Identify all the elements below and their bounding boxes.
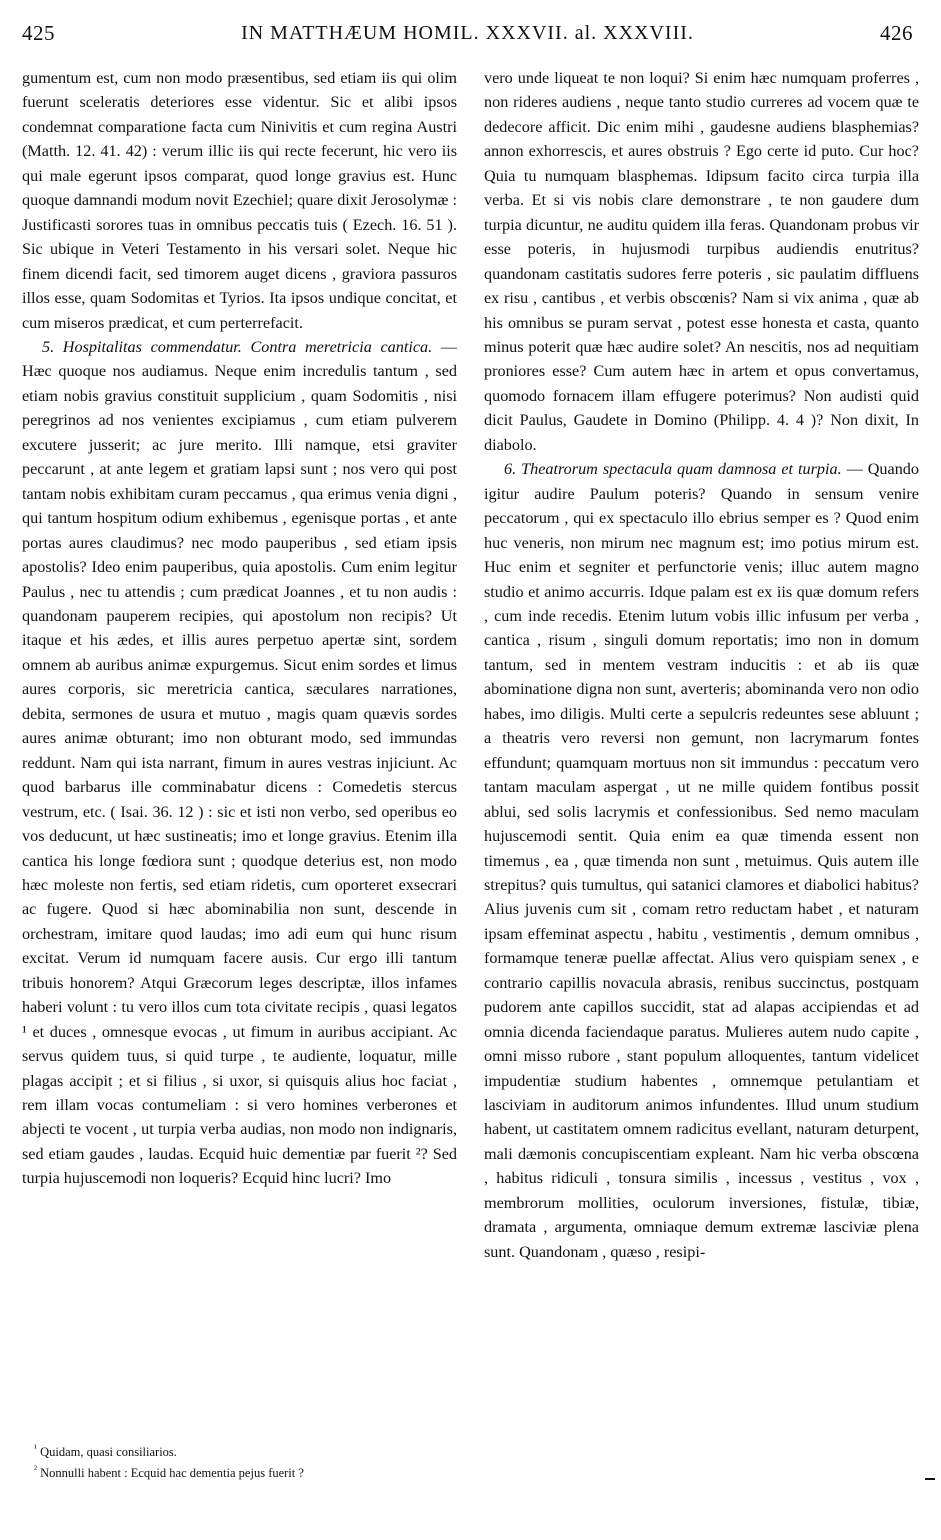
left-paragraph-1: gumentum est, cum non modo præsentibus, sed etiam iis qui olim fuerunt sceleratis deteriores esse videntur. Sic et alibi ipsos condemnat comparatione facta cum Ninivitis et cum regina Austri (Matth. 12. 41. 42) : verum illic iis qui recte fecerunt, hic vero iis qui male egerunt ipsos comparat, quod longe gravius est. Hunc quoque damnandi modum novit Ezechiel; quare dixit Jerosolymæ : Justificasti sorores tuas in omnibus peccatis tuis ( Ezech. 16. 51 ). Sic ubique in Veteri Testamento in his versari solet. Neque hic finem dicendi facit, sed timorem auget dicens , graviora passuros illos esse, quam Sodomitas et Tyrios. Ita ipsos undique concitat, et cum miseros prædicat, et cum perterrefacit. xyxy=(22,69,457,332)
section-6-heading: 6. Theatrorum spectacula quam damnosa et turpia. xyxy=(504,460,842,479)
margin-mark xyxy=(925,1478,935,1480)
right-paragraph-1: vero unde liqueat te non loqui? Si enim hæc numquam proferres , non rideres audiens , neque tanto studio curreres ad vocem quæ te dedecore afficit. Dic enim mihi , gaudesne audiens blasphemias? annon exhorrescis, et aures obstruis ? Ego certe id puto. Cur hoc? Quia tu numquam blasphemas. Idipsum facito circa turpia illa verba. Et si vis nobis clare demonstrare , te non gaudere dum turpia dicuntur, ne auditu quidem illa feras. Quandonam probus vir esse poteris, in hujusmodi turpibus audiendis enutritus? quandonam castitatis sudores ferre poteris , sic paulatim diffluens ex risu , cantibus , et verbis obscœnis? Nam si vix anima , quæ ab his omnibus se puram servat , potest esse honesta et casta, quanto minus poterit quæ hæc audire solet? An nescitis, nos ad nequitiam proniores esse? Cum autem hæc in artem et opus convertamus, quomodo fornacem illam effugere poterimus? Non audisti quid dicit Paulus, Gaudete in Domino (Philipp. 4. 4 )? Non dixit, In diabolo. xyxy=(484,69,919,454)
footnotes xyxy=(22,1440,457,1482)
footnote-2 xyxy=(22,1461,457,1482)
left-column xyxy=(22,66,457,1191)
right-column xyxy=(484,66,919,1264)
footnote-1-text: Quidam, quasi consiliarios. xyxy=(40,1445,177,1460)
footnote-2-mark: ² xyxy=(34,1464,37,1476)
right-paragraph-2 xyxy=(484,457,919,1264)
section-5-heading: 5. Hospitalitas commendatur. Contra meretricia cantica. xyxy=(42,337,433,356)
footnote-2-text: Nonnulli habent : Ecquid hac dementia pejus fuerit ? xyxy=(40,1466,304,1481)
section-5-text: — Hæc quoque nos audiamus. Neque enim incredulis tantum , sed etiam nobis gravius constituit supplicium , quam Sodomitis , nisi peregrinos ad nos venientes excipiamus , cum etiam pulverem excutere jusserit; ac jure merito. Illi namque, etsi graviter peccarunt , at ante legem et gratiam lapsi sunt ; nos vero qui post tantam nobis exhibitam curam peccamus , qua erimus venia digni , qui tantum hospitum odium exhibemus , egenisque portas , et ante portas aures claudimus? nec modo pauperibus , sed etiam ipsis apostolis? Ideo enim pauperibus, quia apostolis. Cum enim legitur Paulus , nec tu attendis ; cum prædicat Joannes , et tu non audis : quandonam pauperem recipies, qui apostolum non recipis? Ut itaque et his ædes, et illis aures perpetuo apertæ sint, sordem omnem ab auribus animæ expurgemus. Sicut enim sordes et limus aures corporis, sic meretricia cantica, sæculares narrationes, debita, sermones de usura et mutuo , magis quam quævis sordes aures animæ obturant; imo non obturant modo, sed immundas reddunt. Nam qui ista narrant, fimum in aures vestras injiciunt. Ac quod barbarus ille comminabatur dicens : Comedetis stercus vestrum, etc. ( Isai. 36. 12 ) : sic et isti non verbo, sed operibus eo vos deducunt, ut hæc sustineatis; imo et longe gravius. Etenim illa cantica his longe fœdiora sunt ; quodque deterius est, non modo hæc moleste non fertis, sed etiam ridetis, cum oporteret exsecrari ac fugere. Quod si hæc abominabilia non sunt, descende in orchestram, imitare quod laudas; imo adi eum qui hunc risum excitat. Verum id numquam facere ausis. Cur ergo illi tantum tribuis honorem? Atqui Græcorum leges descriptæ, illos infames haberi volunt : tu vero illos cum tota civitate recipis , quasi legatos ¹ et duces , omnesque evocas , ut fimum in auribus accipiant. Ac servus quidem tuus, si quid turpe , te audiente, loquatur, mille plagas accipit ; et si filius , si uxor, si quisquis alius hoc faciat , rem illam vocas contumeliam : si vero homines verberones et abjecti te vocent , ut turpia verba audias, non modo non indignaris, sed etiam gaudes , laudas. Ecquid huic dementiæ par fuerit ²? Sed turpia hujuscemodi non loqueris? Ecquid hinc lucri? Imo xyxy=(22,337,457,1188)
page-number-left: 425 xyxy=(22,20,55,45)
left-paragraph-2 xyxy=(22,335,457,1191)
running-title: IN MATTHÆUM HOMIL. XXXVII. al. XXXVIII. xyxy=(241,21,694,44)
section-6-text: — Quando igitur audire Paulum poteris? Quando in sensum venire peccatorum , qui ex spectaculo illo ebrius semper es ? Quod enim huc veneris, non mirum nec magnum est; imo potius mirum est. Huc enim et segniter et perfunctorie venis; illuc autem magno studio et animo accurris. Idque palam est ex iis quæ domum refers , cum inde recedis. Etenim lutum vobis illic infusum per verba , cantica , risum , singuli domum reportatis; imo non in domum tantum, sed in mentem vestram inducitis : et ab iis quæ abominatione digna non sunt, averteris; abominanda vero non odio habes, imo diligis. Multi certe a sepulcris redeuntes sese abluunt ; a theatris vero reversi non gemunt, non lacrymarum fontes effundunt; quamquam mortuus non sit immundus : peccatum vero tantam maculam aspergat , ut ne mille quidem fontibus possit ablui, sed solis lacrymis et confessionibus. Sed nemo maculam hujuscemodi sentit. Quia enim ea quæ timenda essent non timemus , ea , quæ timenda non sunt , metuimus. Quis autem ille strepitus? quis tumultus, qui satanici clamores et diabolici habitus? Alius juvenis cum sit , comam retro reductam habet , et naturam ipsam effeminat aspectu , habitu , vestimentis , demum omnibus , formamque teneræ puellæ affectat. Alius vero quispiam senex , e contrario capillis novacula abrasis, renibus succinctus, postquam pudorem ante capillos succidit, stat ad alapas accipiendas et ad omnia dicenda faciendaque paratus. Mulieres autem nudo capite , omni misso rubore , stant populum alloquentes, tantum videlicet impudentiæ studium habentes , omnemque petulantiam et lasciviam in auditorum animos infundentes. Illud unum studium habent, ut castitatem omnem radicitus evellant, naturam deturpent, mali dæmonis concupiscentiam expleant. Nam hic verba obscœna , habitus ridiculi , tonsura similis , incessus , vestitus , vox , membrorum mollities, oculorum inversiones, fistulæ, tibiæ, dramata , argumenta, omniaque demum extremæ lasciviæ plena sunt. Quandonam , quæso , resipi- xyxy=(484,460,919,1261)
running-header xyxy=(22,18,913,48)
footnote-1-mark: ¹ xyxy=(34,1443,37,1454)
page-number-right: 426 xyxy=(879,20,913,45)
footnote-1 xyxy=(22,1440,457,1461)
